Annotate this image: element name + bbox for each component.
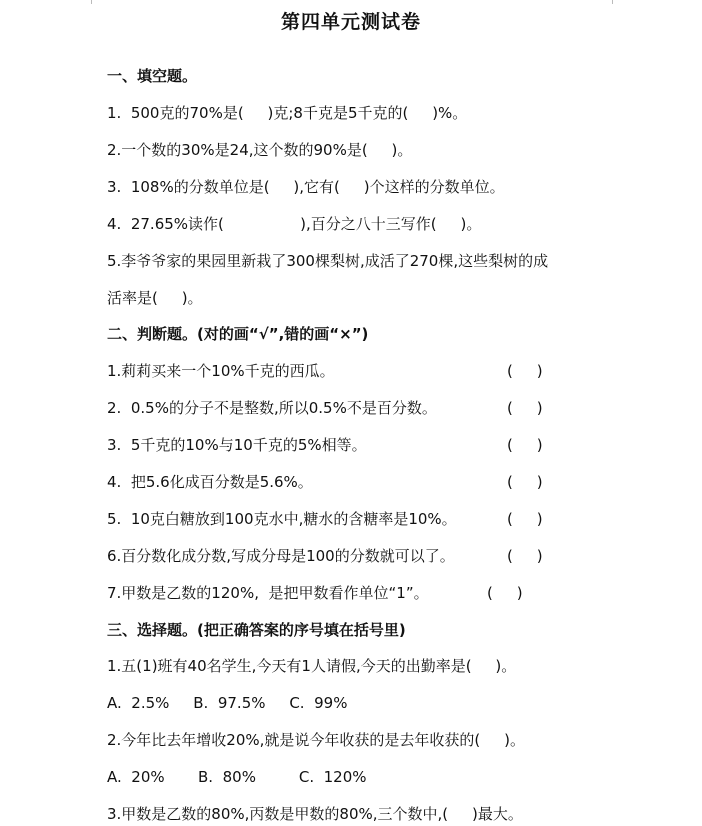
section-heading-true-false: 二、判断题。(对的画“√”,错的画“×”) — [107, 325, 369, 343]
question-line: 1.莉莉买来一个10%千克的西瓜。 — [107, 362, 335, 380]
answer-paren: ( ) — [487, 584, 523, 602]
question-line: 2.一个数的30%是24,这个数的90%是( )。 — [107, 141, 413, 159]
question-line: 2.今年比去年增收20%,就是说今年收获的是去年收获的( )。 — [107, 731, 525, 749]
question-line: 6.百分数化成分数,写成分母是100的分数就可以了。 — [107, 547, 455, 565]
options-line: A. 20% B. 80% C. 120% — [107, 768, 367, 786]
answer-paren: ( ) — [507, 436, 543, 454]
answer-paren: ( ) — [507, 399, 543, 417]
crop-mark-left — [91, 0, 92, 4]
options-line: A. 2.5% B. 97.5% C. 99% — [107, 694, 348, 712]
answer-paren: ( ) — [507, 547, 543, 565]
answer-paren: ( ) — [507, 362, 543, 380]
question-line: 3.甲数是乙数的80%,丙数是甲数的80%,三个数中,( )最大。 — [107, 805, 523, 823]
question-line: 3. 5千克的10%与10千克的5%相等。 — [107, 436, 367, 454]
section-heading-multiple-choice: 三、选择题。(把正确答案的序号填在括号里) — [107, 621, 406, 639]
answer-paren: ( ) — [507, 473, 543, 491]
question-line: 4. 把5.6化成百分数是5.6%。 — [107, 473, 313, 491]
question-line: 5.李爷爷家的果园里新栽了300棵梨树,成活了270棵,这些梨树的成 — [107, 252, 549, 270]
question-line: 活率是( )。 — [107, 289, 203, 307]
question-line: 5. 10克白糖放到100克水中,糖水的含糖率是10%。 — [107, 510, 457, 528]
answer-paren: ( ) — [507, 510, 543, 528]
crop-mark-right — [612, 0, 613, 4]
question-line: 2. 0.5%的分子不是整数,所以0.5%不是百分数。 — [107, 399, 437, 417]
page-title: 第四单元测试卷 — [280, 11, 421, 33]
question-line: 1. 500克的70%是( )克;8千克是5千克的( )%。 — [107, 104, 468, 122]
question-line: 7.甲数是乙数的120%, 是把甲数看作单位“1”。 — [107, 584, 429, 602]
question-line: 4. 27.65%读作( ),百分之八十三写作( )。 — [107, 215, 482, 233]
section-heading-fill-blank: 一、填空题。 — [107, 67, 198, 85]
question-line: 1.五(1)班有40名学生,今天有1人请假,今天的出勤率是( )。 — [107, 657, 517, 675]
question-line: 3. 108%的分数单位是( ),它有( )个这样的分数单位。 — [107, 178, 505, 196]
